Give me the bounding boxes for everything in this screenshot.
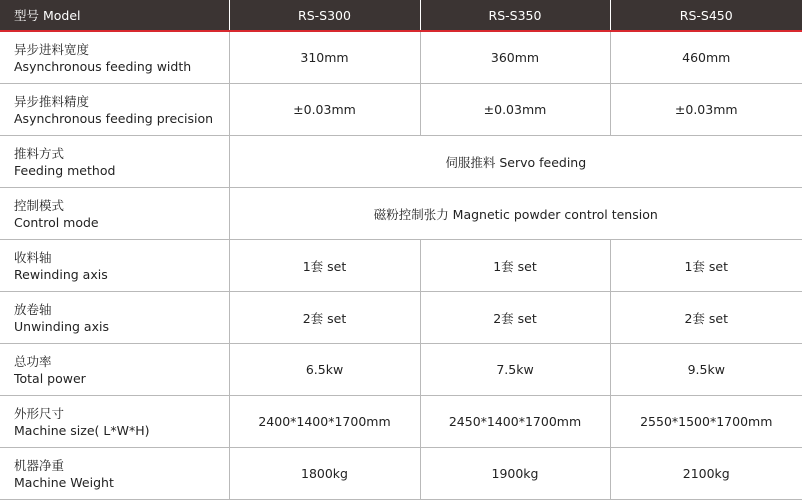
spec-value: 2400*1400*1700mm <box>229 396 420 448</box>
spec-value: 1800kg <box>229 448 420 500</box>
spec-value: ±0.03mm <box>610 84 802 136</box>
header-row <box>0 0 802 31</box>
row-label-en: Rewinding axis <box>14 266 108 282</box>
row-label <box>0 292 229 344</box>
spec-value: 2450*1400*1700mm <box>420 396 610 448</box>
row-label-en: Asynchronous feeding width <box>14 58 192 74</box>
table-row <box>0 344 802 396</box>
row-label <box>0 396 229 448</box>
spec-value: 1套 set <box>610 240 802 292</box>
spec-value: 1900kg <box>420 448 610 500</box>
spec-value: 2套 set <box>420 292 610 344</box>
table-row <box>0 396 802 448</box>
model-name: RS-S300 <box>229 0 420 31</box>
spec-value: 7.5kw <box>420 344 610 396</box>
table-row <box>0 292 802 344</box>
spec-value: ±0.03mm <box>229 84 420 136</box>
spec-value: 460mm <box>610 31 802 84</box>
row-label <box>0 31 229 84</box>
table-row <box>0 188 802 240</box>
row-label <box>0 188 229 240</box>
row-label-en: Feeding method <box>14 162 116 178</box>
model-name: RS-S450 <box>610 0 802 31</box>
row-label-cn: 异步进料宽度 <box>14 41 90 57</box>
row-label-en: Machine Weight <box>14 474 114 490</box>
spec-value: 1套 set <box>420 240 610 292</box>
row-label-cn: 放卷轴 <box>14 301 52 317</box>
spec-value: 6.5kw <box>229 344 420 396</box>
row-label-en: Unwinding axis <box>14 318 109 334</box>
row-label-en: Asynchronous feeding precision <box>14 110 214 126</box>
spec-value: 2套 set <box>229 292 420 344</box>
row-label <box>0 344 229 396</box>
row-label <box>0 448 229 500</box>
row-label-en: Total power <box>14 370 86 386</box>
spec-value: 2套 set <box>610 292 802 344</box>
row-label-cn: 推料方式 <box>14 145 65 161</box>
row-label-cn: 机器净重 <box>14 457 65 473</box>
table-row <box>0 448 802 500</box>
row-label-cn: 总功率 <box>14 353 52 369</box>
row-label-cn: 控制模式 <box>14 197 65 213</box>
spec-value: 2100kg <box>610 448 802 500</box>
row-label <box>0 240 229 292</box>
spec-value: 310mm <box>229 31 420 84</box>
row-label-en: Machine size( L*W*H) <box>14 422 150 438</box>
table-row <box>0 31 802 84</box>
table-row <box>0 136 802 188</box>
row-label-cn: 外形尺寸 <box>14 405 65 421</box>
row-label-cn: 异步推料精度 <box>14 93 90 109</box>
model-header: 型号 Model <box>0 0 229 31</box>
model-name: RS-S350 <box>420 0 610 31</box>
spec-value-merged: 磁粉控制张力 Magnetic powder control tension <box>229 188 802 240</box>
spec-value: 1套 set <box>229 240 420 292</box>
table-row <box>0 240 802 292</box>
row-label-cn: 收料轴 <box>14 249 52 265</box>
row-label <box>0 84 229 136</box>
row-label <box>0 136 229 188</box>
spec-value: ±0.03mm <box>420 84 610 136</box>
row-label-en: Control mode <box>14 214 99 230</box>
spec-value: 360mm <box>420 31 610 84</box>
table-row <box>0 84 802 136</box>
spec-value: 2550*1500*1700mm <box>610 396 802 448</box>
spec-value-merged: 伺服推料 Servo feeding <box>229 136 802 188</box>
spec-value: 9.5kw <box>610 344 802 396</box>
